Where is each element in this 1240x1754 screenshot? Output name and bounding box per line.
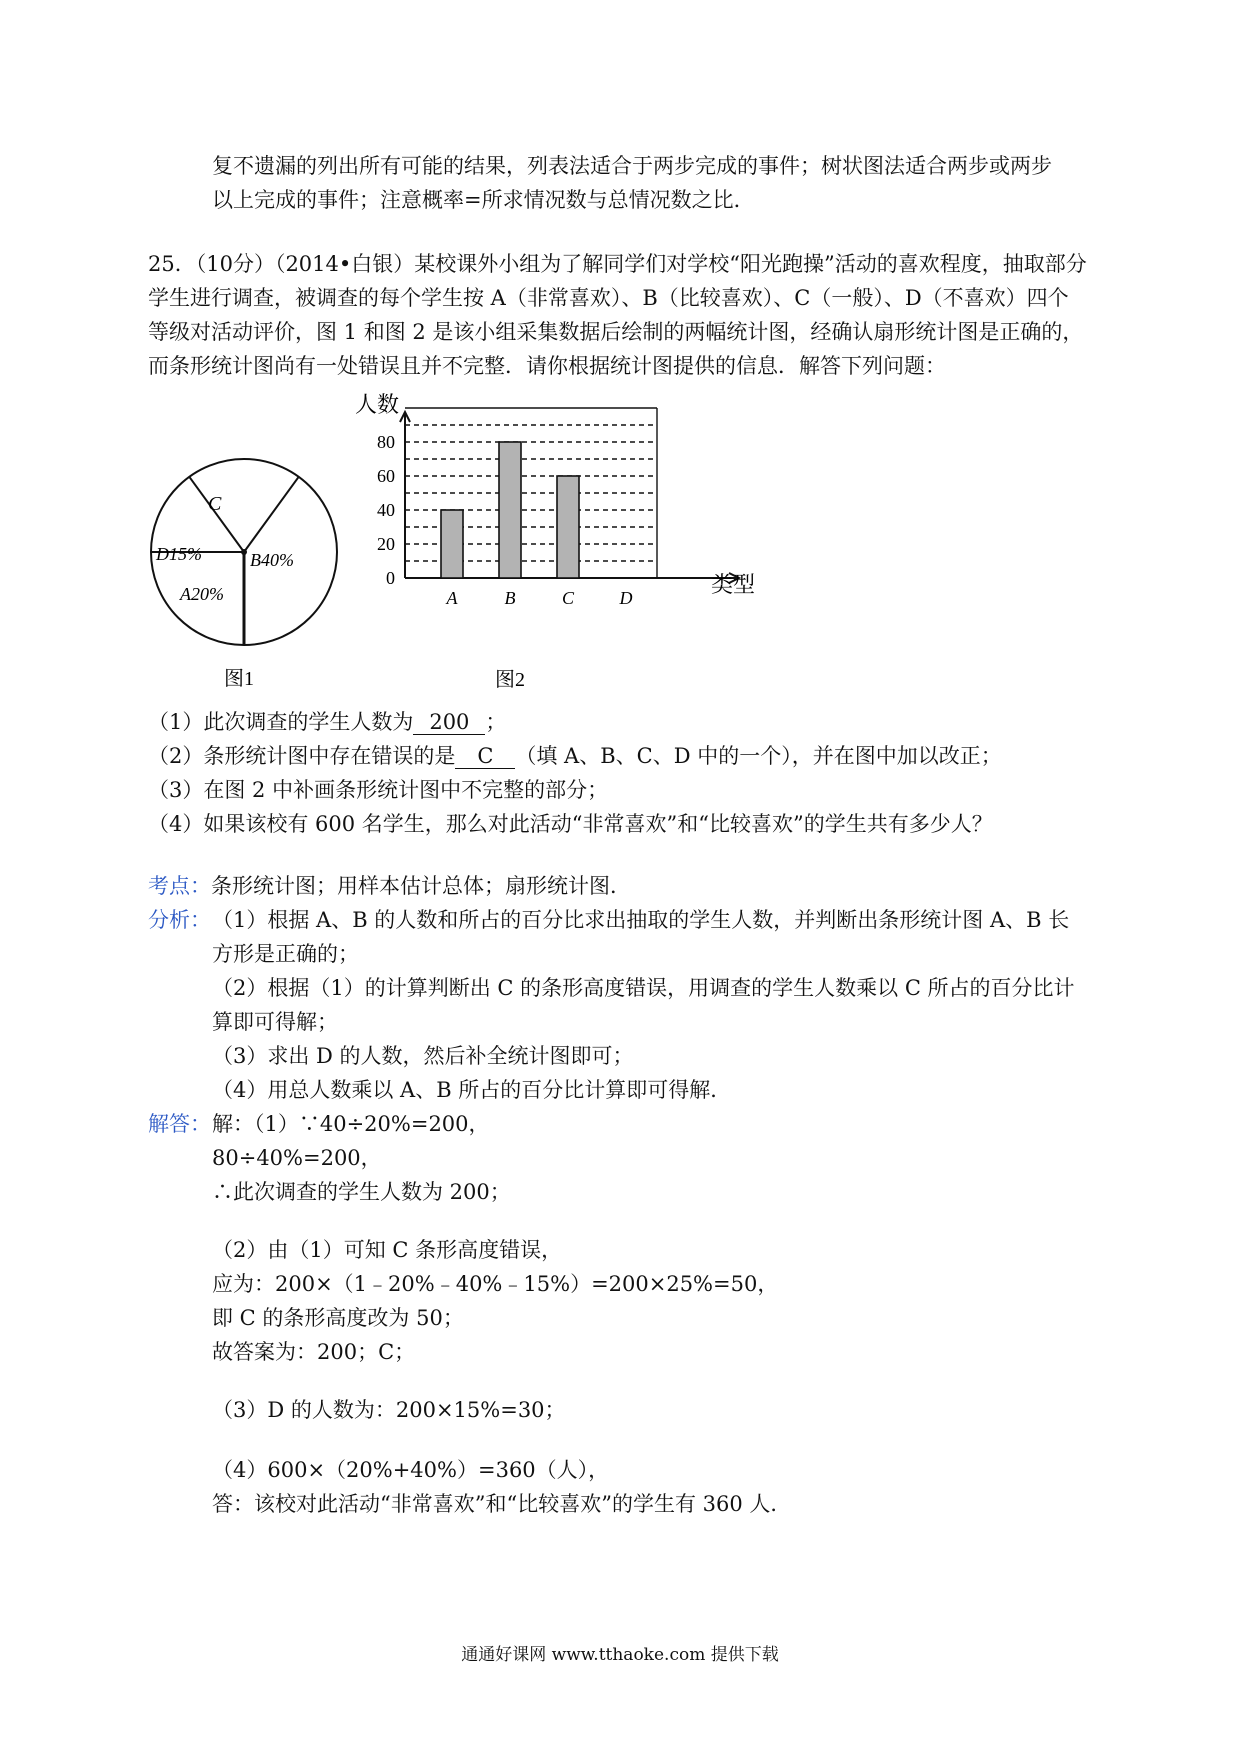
- intro-line-1: 复不遗漏的列出所有可能的结果，列表法适合于两步完成的事件；树状图法适合两步或两步: [212, 154, 1052, 178]
- footer: 通通好课网 www.tthaoke.com 提供下载: [461, 1645, 779, 1665]
- jieda-line-1: 解：（1）∵40÷20%=200，: [212, 1112, 490, 1136]
- jieda-line-8: （3）D 的人数为：200×15%=30；: [212, 1398, 566, 1422]
- kaodian: [148, 872, 631, 900]
- bar-a: [441, 510, 463, 578]
- kaodian-text: 条形统计图；用样本估计总体；扇形统计图．: [211, 874, 631, 898]
- pie-caption: 图1: [224, 668, 254, 690]
- q1-prefix: （1）此次调查的学生人数为: [148, 710, 414, 734]
- jieda-line-4: （2）由（1）可知 C 条形高度错误，: [212, 1238, 563, 1262]
- jieda-line-2: 80÷40%=200，: [212, 1146, 382, 1170]
- jieda-line-10: 答：该校对此活动“非常喜欢”和“比较喜欢”的学生有 360 人．: [212, 1492, 792, 1516]
- fenxi-line-2: 方形是正确的；: [212, 942, 359, 966]
- y-tick-label: 60: [377, 466, 395, 486]
- pie-label-a: A20%: [180, 584, 224, 604]
- x-tick-label-a: A: [446, 588, 458, 608]
- q2-suffix: （填 A、B、C、D 中的一个），并在图中加以改正；: [515, 744, 1002, 768]
- question-3: （3）在图 2 中补画条形统计图中不完整的部分；: [148, 778, 609, 802]
- x-tick-label-d: D: [619, 588, 633, 608]
- x-tick-label-b: B: [504, 588, 516, 608]
- y-tick-label: 80: [377, 432, 395, 452]
- jieda-line-5: 应为：200×（1﹣20%﹣40%﹣15%）=200×25%=50，: [212, 1272, 779, 1296]
- kaodian-label: 考点：: [148, 874, 211, 898]
- fenxi-line-1: （1）根据 A、B 的人数和所占的百分比求出抽取的学生人数，并判断出条形统计图 A、B 长: [212, 908, 1070, 932]
- intro-line-2: 以上完成的事件；注意概率=所求情况数与总情况数之比．: [212, 188, 755, 212]
- q2-answer: C: [455, 744, 515, 769]
- fenxi-line-6: （4）用总人数乘以 A、B 所占的百分比计算即可得解．: [212, 1078, 732, 1102]
- problem-line-3: 等级对活动评价，图 1 和图 2 是该小组采集数据后绘制的两幅统计图，经确认扇形统计图是正确的，: [148, 320, 1084, 344]
- pie-label-d: D15%: [156, 544, 202, 564]
- y-tick-label: 40: [377, 500, 395, 520]
- x-axis-label: 类型: [711, 572, 756, 597]
- pie-chart: [140, 440, 360, 710]
- bar-c: [557, 476, 579, 578]
- problem-line-1: 25．（10分）（2014•白银）某校课外小组为了解同学们对学校“阳光跑操”活动的喜欢程度，抽取部分: [148, 252, 1087, 276]
- y-tick-label: 20: [377, 534, 395, 554]
- jieda-label: 解答：: [148, 1112, 211, 1136]
- jieda-line-9: （4）600×（20%+40%）=360（人），: [212, 1458, 610, 1482]
- pie-label-c: C: [208, 493, 222, 515]
- bar-caption: 图2: [495, 669, 525, 691]
- jieda-line-6: 即 C 的条形高度改为 50；: [212, 1306, 464, 1330]
- y-axis-label: 人数: [355, 392, 400, 417]
- problem-line-4: 而条形统计图尚有一处错误且并不完整．请你根据统计图提供的信息．解答下列问题：: [148, 354, 946, 378]
- jieda-line-7: 故答案为：200；C；: [212, 1340, 416, 1364]
- q2-prefix: （2）条形统计图中存在错误的是: [148, 744, 456, 768]
- question-1: [148, 708, 506, 736]
- fenxi-line-3: （2）根据（1）的计算判断出 C 的条形高度错误，用调查的学生人数乘以 C 所占的百分比计: [212, 976, 1075, 1000]
- bar-b: [499, 442, 521, 578]
- pie-center: [241, 549, 247, 555]
- pie-boundary-a: [244, 477, 299, 552]
- problem-line-2: 学生进行调查，被调查的每个学生按 A（非常喜欢）、B（比较喜欢）、C（一般）、D（不喜欢）四个: [148, 286, 1069, 310]
- jieda-line-3: ∴此次调查的学生人数为 200；: [212, 1180, 511, 1204]
- q1-answer: 200: [413, 710, 485, 735]
- y-tick-label: 0: [386, 568, 395, 588]
- fenxi-label: 分析：: [148, 908, 211, 932]
- fenxi-line-5: （3）求出 D 的人数，然后补全统计图即可；: [212, 1044, 634, 1068]
- x-tick-label-c: C: [561, 588, 575, 608]
- bar-chart: [355, 392, 775, 692]
- question-4: （4）如果该校有 600 名学生，那么对此活动“非常喜欢”和“比较喜欢”的学生共有多少人？: [148, 812, 993, 836]
- question-2: [148, 742, 1002, 770]
- fenxi-line-4: 算即可得解；: [212, 1010, 338, 1034]
- q1-suffix: ；: [485, 710, 507, 734]
- pie-label-b: B40%: [250, 550, 294, 570]
